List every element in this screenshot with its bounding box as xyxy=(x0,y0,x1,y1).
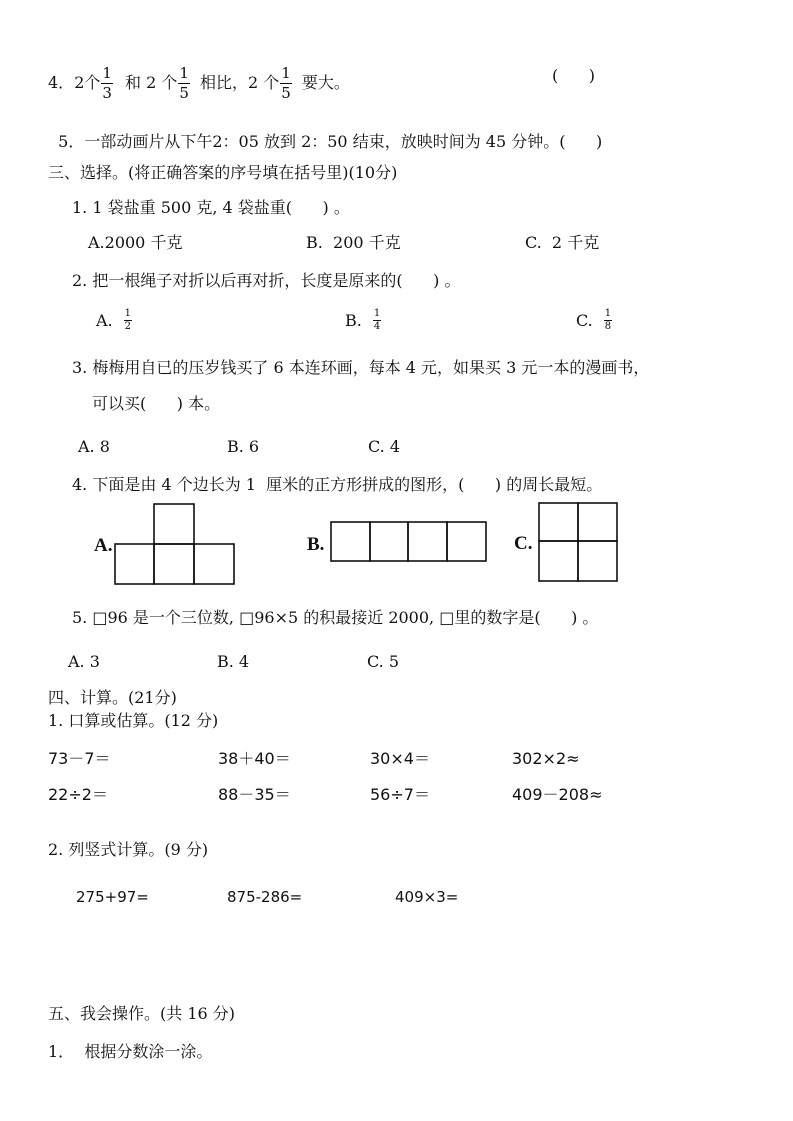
choice-q3-stem-line1: 3. 梅梅用自已的压岁钱买了 6 本连环画，每本 4 元，如果买 3 元一本的漫画书， xyxy=(72,358,650,377)
choice-q3-option-a[interactable]: A. 8 xyxy=(78,437,110,456)
choice-q5-option-b[interactable]: B. 4 xyxy=(217,652,250,671)
fraction-one-eighth xyxy=(604,309,612,332)
question-text: 一部动画片从下午2：05 放到 2：50 结束，放映时间为 45 分钟。( ) xyxy=(84,132,603,151)
text-part: 和 2 个 xyxy=(119,73,178,92)
square xyxy=(154,544,194,584)
section-heading-operate: 五、我会操作。(共 16 分) xyxy=(48,1004,236,1023)
numerator: 1 xyxy=(373,308,381,319)
denominator: 8 xyxy=(604,321,612,332)
figure-b-line-shape[interactable] xyxy=(330,521,488,563)
judge-question-5 xyxy=(48,118,602,150)
calc-item: 73－7＝ xyxy=(48,749,111,768)
calc-item: 30×4＝ xyxy=(370,749,430,768)
choice-q1-option-a[interactable]: A.2000 千克 xyxy=(88,233,183,252)
square xyxy=(447,522,486,561)
square xyxy=(370,522,408,561)
section-heading-choice: 三、选择。(将正确答案的序号填在括号里)(10分) xyxy=(48,163,398,182)
choice-q5-option-a[interactable]: A. 3 xyxy=(68,652,100,671)
numerator: 1 xyxy=(604,308,612,319)
option-label: A. xyxy=(96,310,113,330)
choice-q4-stem: 4. 下面是由 4 个边长为 1 厘米的正方形拼成的图形，( ) 的周长最短。 xyxy=(72,475,603,494)
choice-q5-option-c[interactable]: C. 5 xyxy=(367,652,400,671)
vertical-calc-item: 275+97= xyxy=(76,888,149,906)
section-heading-calc: 四、计算。(21分) xyxy=(48,688,177,707)
square xyxy=(194,544,234,584)
numerator: 1 xyxy=(102,63,112,82)
denominator: 5 xyxy=(281,83,291,102)
denominator: 3 xyxy=(102,83,112,102)
square xyxy=(115,544,154,584)
square xyxy=(578,541,617,581)
choice-q3-stem-line2: 可以买( ) 本。 xyxy=(92,394,221,413)
vertical-calc-item: 409×3= xyxy=(395,888,459,906)
calc-item: 302×2≈ xyxy=(512,749,580,768)
text-part: 相比，2 个 xyxy=(194,73,280,92)
fraction-one-half xyxy=(124,309,132,332)
denominator: 2 xyxy=(124,321,132,332)
option-label: B. xyxy=(345,310,362,330)
figure-c-square-shape[interactable] xyxy=(538,502,618,582)
figure-c-label[interactable]: C. xyxy=(514,533,533,554)
vertical-calc-item: 875-286= xyxy=(227,888,303,906)
question-number: 4． xyxy=(48,73,75,92)
choice-q5-stem: 5. □96 是一个三位数, □96×5 的积最接近 2000, □里的数字是( ) 。 xyxy=(72,608,599,627)
operate-q1: 1． 根据分数涂一涂。 xyxy=(48,1042,213,1061)
choice-q1-option-b[interactable]: B. 200 千克 xyxy=(306,233,401,252)
choice-q3-option-c[interactable]: C. 4 xyxy=(368,437,401,456)
figure-a-t-shape[interactable] xyxy=(114,503,236,585)
square xyxy=(154,504,194,544)
denominator: 5 xyxy=(179,83,189,102)
calc-item: 22÷2＝ xyxy=(48,785,108,804)
choice-q1-stem: 1. 1 袋盐重 500 克, 4 袋盐重( ) 。 xyxy=(72,198,350,217)
square xyxy=(578,503,617,541)
numerator: 1 xyxy=(179,63,189,82)
figure-a-label[interactable]: A. xyxy=(94,535,113,556)
calc-item: 38＋40＝ xyxy=(218,749,291,768)
answer-paren[interactable]: ( ) xyxy=(552,66,595,85)
option-label: C. xyxy=(576,310,593,330)
calc-sub-heading-mental: 1. 口算或估算。(12 分) xyxy=(48,711,219,730)
choice-q2-option-b[interactable] xyxy=(345,309,382,332)
square xyxy=(539,541,578,581)
calc-sub-heading-vertical: 2. 列竖式计算。(9 分) xyxy=(48,840,209,859)
fraction-one-fifth xyxy=(280,63,292,102)
text-part: 要大。 xyxy=(296,73,350,92)
fraction-one-fifth xyxy=(178,63,190,102)
numerator: 1 xyxy=(124,308,132,319)
choice-q2-option-a[interactable] xyxy=(96,309,133,332)
denominator: 4 xyxy=(373,321,381,332)
fraction-one-third xyxy=(101,63,113,102)
figure-b-label[interactable]: B. xyxy=(307,534,325,555)
judge-question-4 xyxy=(48,62,350,104)
square xyxy=(539,503,578,541)
calc-item: 409－208≈ xyxy=(512,785,603,804)
choice-q3-option-b[interactable]: B. 6 xyxy=(227,437,260,456)
calc-item: 56÷7＝ xyxy=(370,785,430,804)
choice-q2-option-c[interactable] xyxy=(576,309,613,332)
calc-item: 88－35＝ xyxy=(218,785,291,804)
choice-q2-stem: 2. 把一根绳子对折以后再对折，长度是原来的( ) 。 xyxy=(72,271,461,290)
fraction-one-quarter xyxy=(373,309,381,332)
text-part: 2个 xyxy=(74,73,101,92)
square xyxy=(408,522,447,561)
square xyxy=(331,522,370,561)
numerator: 1 xyxy=(281,63,291,82)
choice-q1-option-c[interactable]: C. 2 千克 xyxy=(525,233,600,252)
question-number: 5． xyxy=(58,132,85,151)
